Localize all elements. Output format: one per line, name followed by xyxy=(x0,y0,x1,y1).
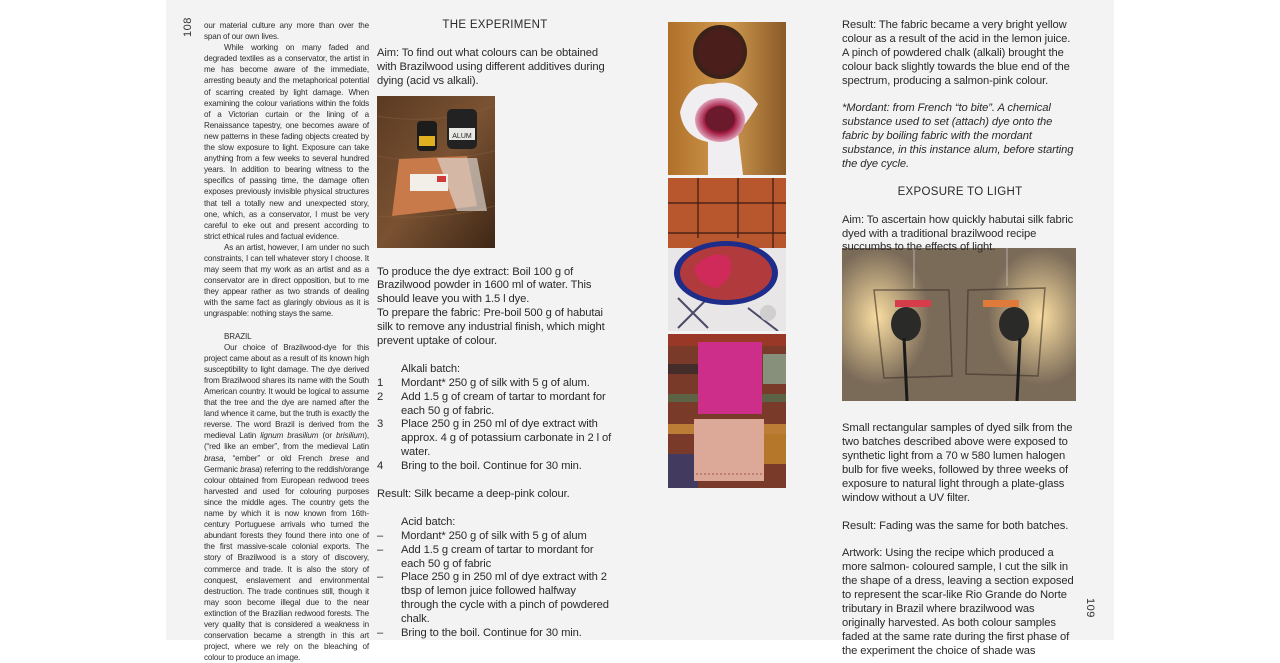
experiment-title: THE EXPERIMENT xyxy=(442,19,548,31)
page-number-left: 108 xyxy=(182,17,194,37)
list-item: 4 Bring to the boil. Continue for 30 min. xyxy=(377,460,582,473)
acid-result: Result: The fabric became a very bright yellow colour as a result of the acid in the lemon juice. A pinch of powdered chalk (alkali) brought the colour back slightly towards the blue end of the spectrum, producing a salmon-pink colour. xyxy=(842,19,1071,87)
artwork-description: Artwork: Using the recipe which produced a more salmon- coloured sample, I cut the silk in the shape of a dress, leaving a section exposed to represent the scar-like Rio Grande do Norte tributary in Brazil where brazilwood was originally harvested. As both colour samples faded at the same rate during the first phase of the experiment the choice of shade was xyxy=(842,547,1074,657)
page-number-right: 109 xyxy=(1084,598,1096,618)
list-item: – Bring to the boil. Continue for 30 min. xyxy=(377,627,582,640)
svg-text:ALUM: ALUM xyxy=(452,133,472,140)
alkali-batch-heading: Alkali batch: xyxy=(401,362,461,375)
photo-dye-materials xyxy=(377,96,495,248)
photo-silk-samples xyxy=(668,334,786,488)
acid-steps-list xyxy=(377,530,613,641)
list-item: 2 Add 1.5 g of cream of tartar to mordant for each 50 g of fabric. xyxy=(377,390,606,417)
list-item: 3 Place 250 g in 250 ml of dye extract with approx. 4 g of potassium carbonate in 2 l of water. xyxy=(377,418,612,459)
photo-silk-in-pot xyxy=(668,178,786,331)
photo-dye-strainer xyxy=(668,22,786,175)
list-item: 1 Mordant* 250 g of silk with 5 g of alum. xyxy=(377,376,590,389)
exposure-method: Small rectangular samples of dyed silk from the two batches described above were exposed to synthetic light from a 70 w 580 lumen halogen bulb for five weeks, followed by three weeks of exposure to natural light through a plate-glass window without a UV filter. xyxy=(842,422,1073,504)
exposure-title: EXPOSURE TO LIGHT xyxy=(897,185,1023,198)
alkali-steps-list xyxy=(377,377,613,474)
brazil-paragraph: Our choice of Brazilwood-dye for this project came about as a result of its known high susceptibility to light damage. The dye derived from Brazilwood shares its name with the South American country. It would be logical to assume that the tree and the dye are named after the land whence it came, but the truth is exactly the reverse. The word Brazil is derived from the medieval Latin lignum brasilium (or brisilium), (“red like an ember”, from the medieval Latin brasa, “ember” or old French brese and Germanic brasa) referring to the reddish/orange colour obtained from European redwood trees harvested and used for colouring purposes since the middle ages. The country gets the name by which it is now known from 16th-century Portuguese arrivals who turned the abundant forests they found there into one of the first massive-scale colonial exports. The story of Brazilwood is a story of discovery, commerce and trade. It is also the story of conquest, enslavement and environmental destruction. The trade continues still, though it may soon become illegal due to the near extinction of the Brazilian redwood forests. The very quality that is considered a weakness in conservation became a strength in this art project, where we rely on the bleaching of colour to produce an image. xyxy=(204,342,369,663)
alkali-result: Result: Silk became a deep-pink colour. xyxy=(377,487,570,500)
experiment-aim: Aim: To find out what colours can be obtained with Brazilwood using different additives during dying (acid vs alkali). xyxy=(377,46,605,87)
fading-result: Result: Fading was the same for both batches. xyxy=(842,519,1069,532)
essay-paragraph-conservator: While working on many faded and degraded textiles as a conservator, the artist in me has become aware of the immediate, arresting beauty and the metaphorical potential of scarring created by light damage. When examining the colour variations within the folds of a Victorian curtain or the lining of a Renaissance tapestry, one becomes aware of new patterns in these fading objects created by the slow exposure to light. Exposure can take anything from a few weeks to several hundred years. In addition to bearing witness to the specifics of passing time, the damage often exposes previously invisible physical structures that tell a totally new and unexpected story, one, which, as a conservator, I must be very careful to eke out and present according to strict ethical rules and factual evidence. xyxy=(204,43,369,241)
dye-materials-image xyxy=(377,96,495,248)
essay-column xyxy=(204,20,369,663)
dye-extract-instructions: To produce the dye extract: Boil 100 g of Brazilwood powder in 1600 ml of water. This should leave you with 1.5 l dye. xyxy=(377,265,592,306)
silk-in-pot-image xyxy=(668,178,786,331)
acid-batch-heading: Acid batch: xyxy=(401,515,456,528)
dye-strainer-image xyxy=(668,22,786,175)
exposure-aim: Aim: To ascertain how quickly habutai silk fabric dyed with a traditional brazilwood recipe succumbs to the effects of light. xyxy=(842,213,1074,254)
mordant-footnote: *Mordant: from French “to bite”. A chemical substance used to set (attach) dye onto the fabric by boiling fabric with the mordant substance, in this instance alum, before starting the dye cycle. xyxy=(842,102,1074,171)
silk-samples-image xyxy=(668,334,786,488)
essay-paragraph-artist: As an artist, however, I am under no such constraints, I can tell whatever story I choose. It may seem that my work as an artist and as a conservator are in direct opposition, but to me they appear rather as two strands of dealing with the same fact as glaringly obvious as it is ungraspable: nothing stays the same. xyxy=(204,242,369,319)
list-item: – Add 1.5 g cream of tartar to mordant for each 50 g of fabric xyxy=(377,543,594,570)
brazil-heading: BRAZIL xyxy=(224,331,252,341)
list-item: – Place 250 g in 250 ml of dye extract with 2 tbsp of lemon juice followed halfway through the cycle with a pinch of powdered chalk. xyxy=(377,571,609,626)
list-item: – Mordant* 250 g of silk with 5 g of alum xyxy=(377,529,587,542)
essay-opening: our material culture any more than over the span of our own lives. xyxy=(204,21,369,42)
fabric-prep-instructions: To prepare the fabric: Pre-boil 500 g of habutai silk to remove any industrial finish, which might prevent uptake of colour. xyxy=(377,307,605,348)
exposure-column xyxy=(842,19,1078,659)
